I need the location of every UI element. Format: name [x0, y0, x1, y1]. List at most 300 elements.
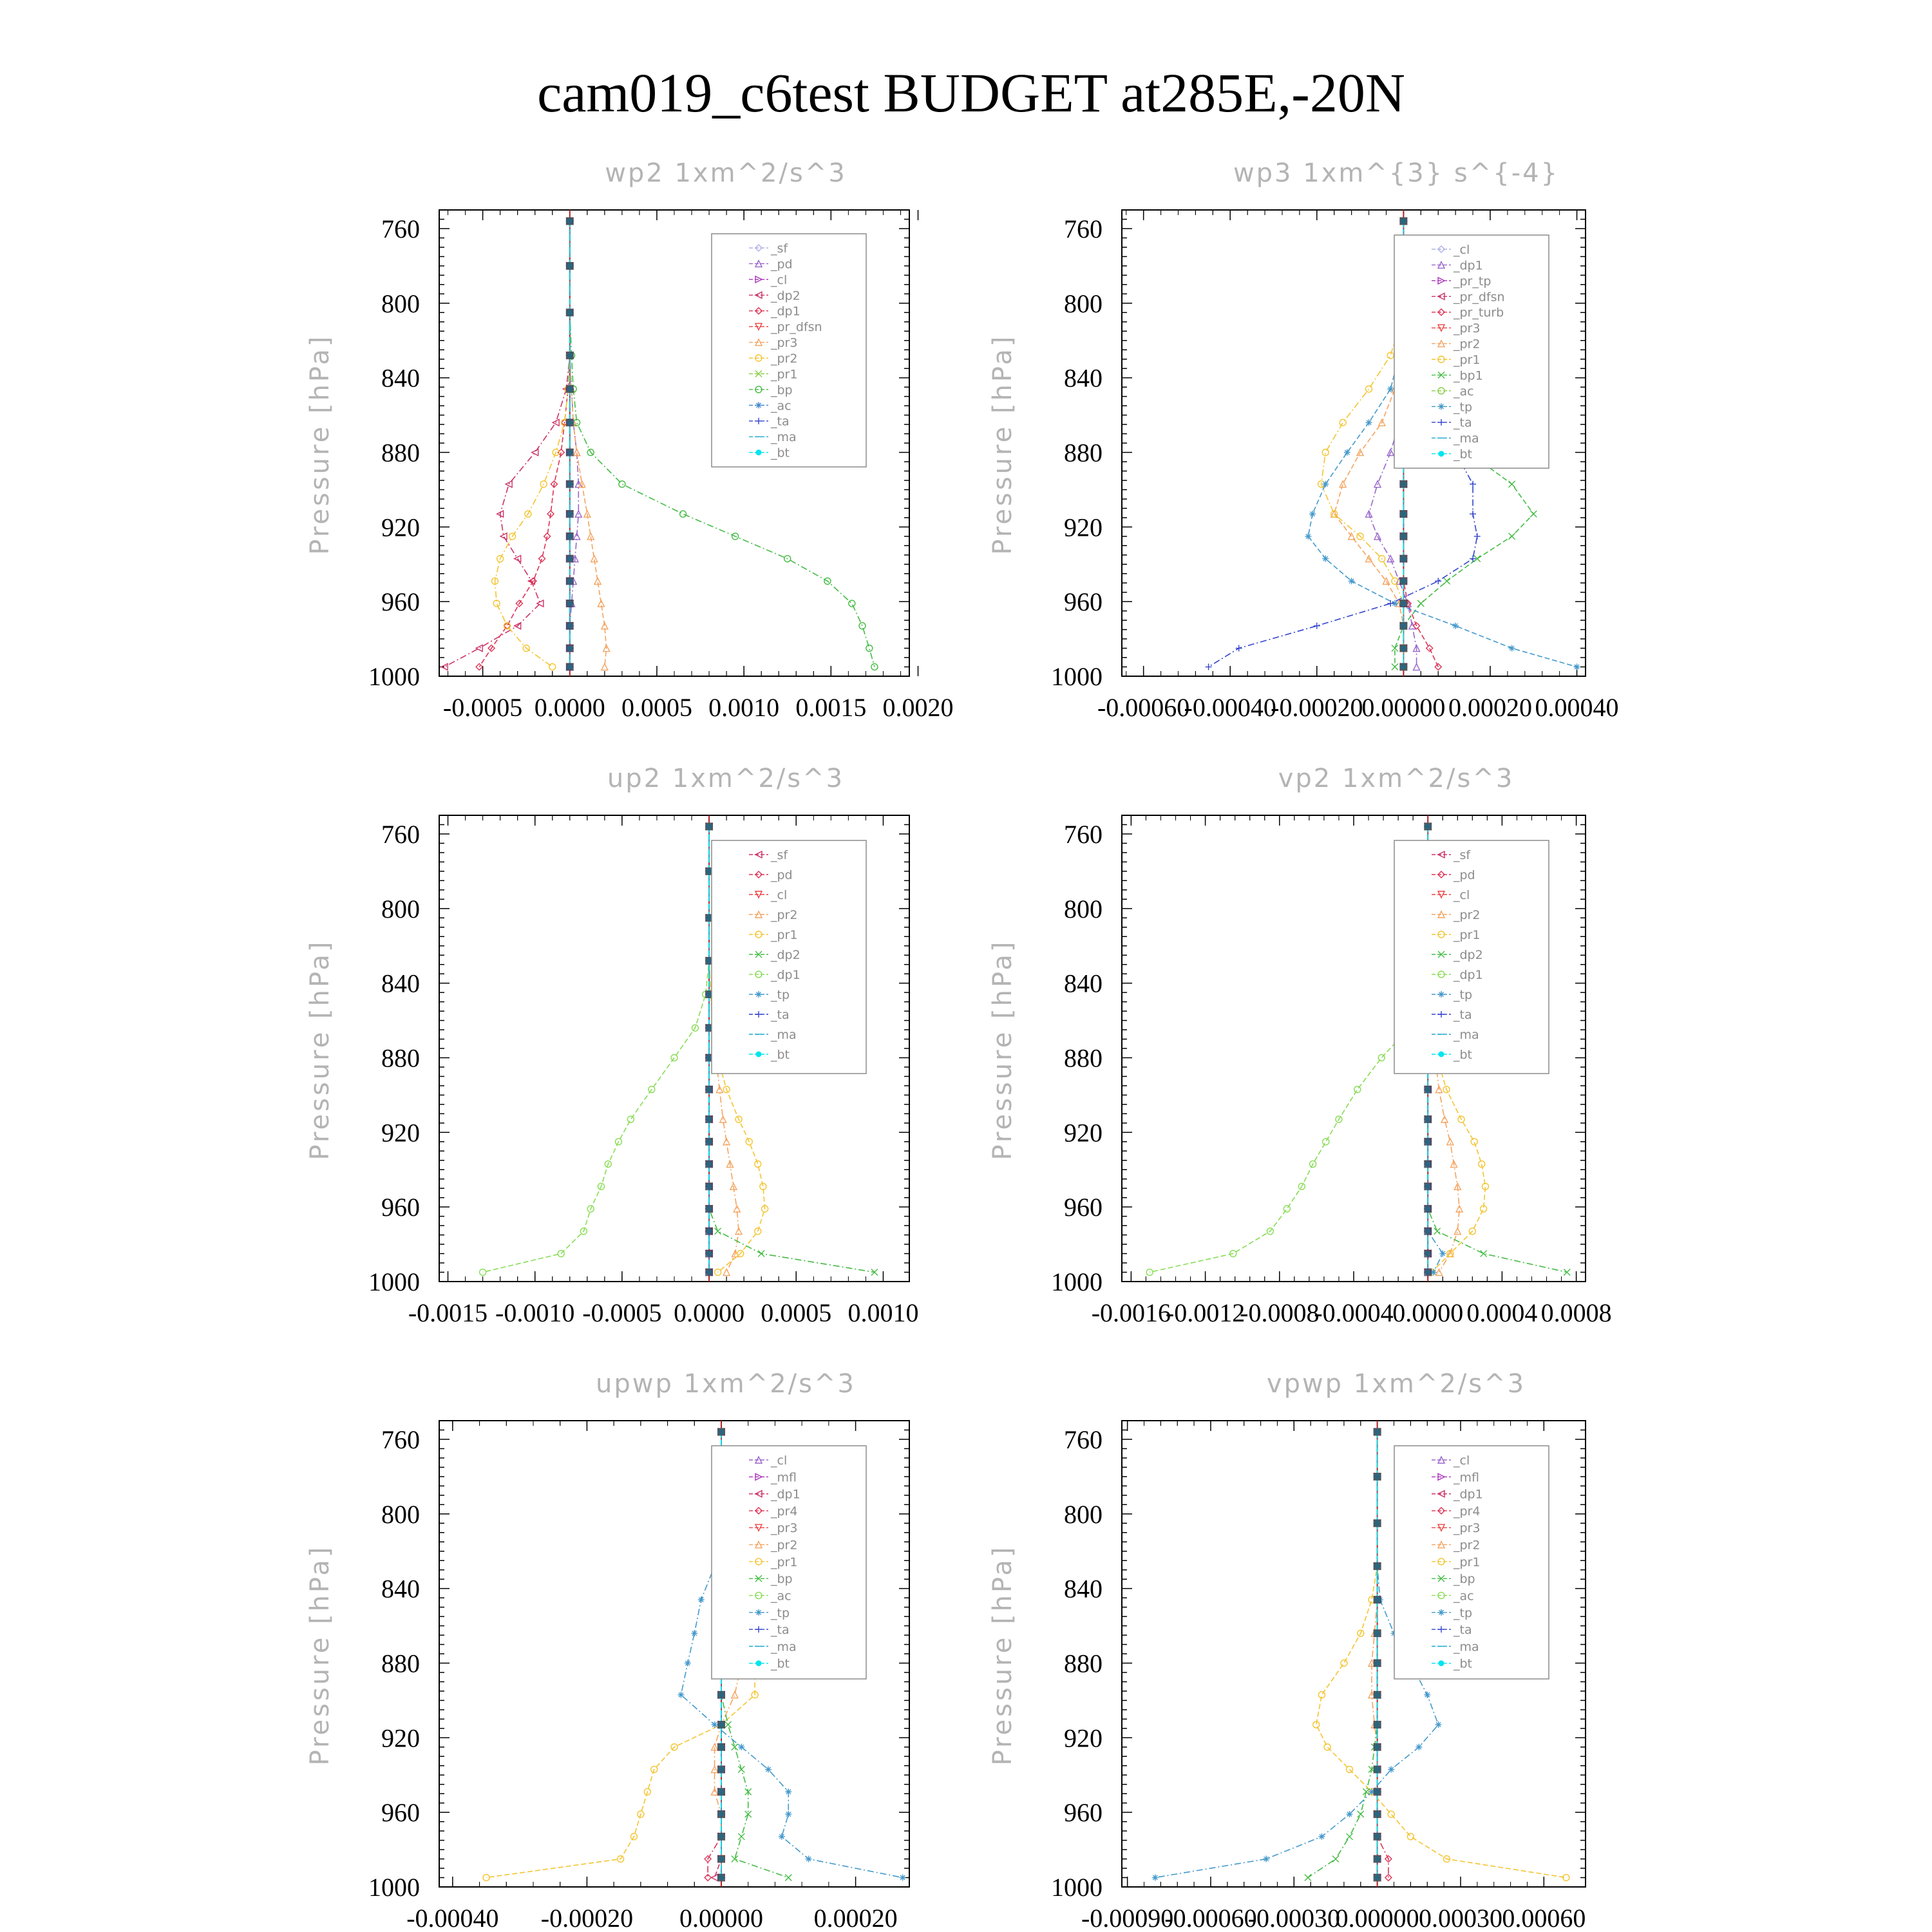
y-tick-label: 1000 — [1051, 1267, 1103, 1296]
y-tick-label: 1000 — [1051, 1873, 1103, 1902]
legend-label: _bp — [771, 383, 793, 397]
data-point — [1340, 481, 1346, 488]
center-marker — [1374, 1743, 1381, 1751]
center-marker — [1424, 1115, 1432, 1123]
data-point — [1426, 645, 1433, 652]
data-point — [1152, 1875, 1159, 1881]
legend-marker — [1438, 1609, 1444, 1616]
legend-label: _tp — [1454, 400, 1473, 415]
panel-title: up2 1xm^2/s^3 — [607, 764, 845, 793]
center-marker — [1374, 1874, 1381, 1882]
data-point — [1344, 449, 1350, 455]
center-marker — [566, 645, 574, 652]
legend-label: _dp2 — [771, 948, 800, 962]
y-tick-label: 960 — [1064, 1193, 1103, 1222]
data-point — [1322, 556, 1329, 562]
data-point — [677, 1692, 684, 1698]
legend-label: _tp — [1454, 1605, 1473, 1620]
legend-label: _cl — [1454, 1454, 1470, 1468]
data-point — [1470, 511, 1476, 517]
y-tick-label: 800 — [1064, 1499, 1103, 1529]
data-point — [732, 1744, 738, 1750]
legend-label: _bp — [771, 1572, 793, 1587]
data-point — [1347, 1811, 1353, 1817]
data-point — [732, 1692, 738, 1698]
y-axis-label: Pressure [hPa] — [988, 1544, 1018, 1766]
data-point — [1347, 1833, 1353, 1840]
legend-label: _bt — [771, 1048, 790, 1062]
data-point — [1332, 1856, 1339, 1862]
data-point — [1354, 1086, 1361, 1093]
y-tick-label: 960 — [381, 1193, 420, 1222]
x-tick-label: -0.00060 — [1097, 693, 1190, 722]
series-line — [495, 221, 570, 667]
center-marker — [705, 1160, 713, 1168]
data-point — [712, 1875, 718, 1881]
center-marker — [1374, 1659, 1381, 1667]
y-tick-label: 880 — [1064, 438, 1103, 468]
legend-label: _ma — [1454, 1028, 1479, 1042]
legend-label: _bt — [771, 446, 790, 460]
data-point — [1435, 1721, 1441, 1728]
data-point — [574, 533, 580, 540]
y-tick-label: 880 — [1064, 1043, 1103, 1073]
data-point — [504, 623, 510, 629]
center-marker — [717, 1874, 725, 1882]
x-tick-label: 0.0020 — [882, 693, 954, 722]
x-tick-label: 0.00030 — [1418, 1904, 1502, 1932]
center-marker — [1424, 1160, 1432, 1168]
y-axis-label: Pressure [hPa] — [988, 334, 1018, 555]
data-point — [1324, 1744, 1331, 1750]
data-point — [1435, 578, 1441, 584]
center-marker — [705, 1115, 713, 1123]
y-tick-label: 920 — [381, 1723, 420, 1753]
legend — [712, 840, 866, 1074]
center-marker — [1399, 622, 1407, 630]
data-point — [1366, 419, 1372, 426]
x-tick-label: -0.00030 — [1247, 1904, 1340, 1932]
legend-label: _pr_dfsn — [771, 320, 822, 335]
data-point — [476, 645, 482, 652]
legend-label: _pr2 — [771, 352, 798, 366]
x-tick-label: -0.0010 — [495, 1298, 575, 1327]
y-tick-label: 920 — [1064, 1118, 1103, 1148]
y-tick-label: 840 — [381, 363, 420, 393]
series-pr2 — [492, 218, 573, 670]
y-tick-label: 1000 — [368, 662, 420, 691]
data-point — [806, 1856, 812, 1862]
center-marker — [1424, 1182, 1432, 1190]
center-marker — [1399, 577, 1407, 585]
center-marker — [717, 1788, 725, 1795]
panel-title: vpwp 1xm^2/s^3 — [1266, 1369, 1526, 1399]
legend-label: _pd — [771, 257, 793, 272]
center-marker — [1374, 1596, 1381, 1604]
figure-title: cam019_c6test BUDGET at285E,-20N — [537, 62, 1405, 124]
center-marker — [566, 533, 574, 540]
legend-label: _bt — [1454, 1048, 1473, 1062]
data-point — [1434, 1228, 1441, 1235]
y-tick-label: 960 — [381, 587, 420, 617]
legend-label: _pr1 — [1454, 1555, 1481, 1569]
x-tick-label: -0.0008 — [1240, 1298, 1320, 1327]
data-point — [1452, 623, 1459, 629]
center-marker — [717, 1428, 725, 1435]
center-marker — [1374, 1473, 1381, 1481]
center-marker — [566, 308, 574, 316]
data-point — [1318, 1833, 1325, 1840]
legend-label: _dp2 — [1454, 948, 1483, 962]
center-marker — [1399, 533, 1407, 540]
data-point — [691, 1630, 697, 1636]
legend-label: _pr2 — [1454, 1538, 1481, 1553]
x-tick-label: -0.0015 — [408, 1298, 488, 1327]
x-tick-label: -0.0016 — [1091, 1298, 1171, 1327]
legend-label: _cl — [771, 272, 788, 287]
series-line — [1321, 221, 1404, 667]
y-axis-label: Pressure [hPa] — [305, 334, 335, 555]
series-line — [479, 221, 570, 667]
legend-label: _ta — [1454, 1008, 1472, 1022]
center-marker — [717, 1855, 725, 1863]
x-tick-label: 0.0000 — [674, 1298, 745, 1327]
data-point — [738, 1744, 744, 1750]
y-tick-label: 880 — [381, 1649, 420, 1678]
center-marker — [1399, 510, 1407, 518]
y-tick-label: 800 — [1064, 289, 1103, 318]
legend-label: _cl — [771, 1454, 788, 1468]
data-point — [785, 1788, 791, 1795]
legend — [712, 1446, 866, 1679]
legend — [712, 234, 866, 467]
data-point — [1417, 600, 1424, 607]
legend — [1394, 840, 1549, 1074]
legend-label: _mfl — [1454, 1470, 1479, 1485]
center-marker — [1374, 1721, 1381, 1728]
panel-6 — [988, 1369, 1586, 1932]
y-tick-label: 1000 — [368, 1873, 420, 1902]
center-marker — [1424, 1269, 1432, 1276]
data-point — [1444, 578, 1450, 584]
center-marker — [1424, 1227, 1432, 1235]
y-axis-label: Pressure [hPa] — [305, 939, 335, 1160]
center-marker — [1374, 1788, 1381, 1795]
y-tick-label: 840 — [1064, 363, 1103, 393]
center-marker — [1399, 480, 1407, 488]
data-point — [1358, 1811, 1364, 1817]
legend-label: _dp1 — [771, 304, 800, 319]
legend-label: _ma — [1454, 1640, 1479, 1654]
data-point — [601, 623, 608, 629]
legend-label: _tp — [1454, 988, 1473, 1002]
legend — [1394, 235, 1549, 468]
data-point — [1509, 645, 1515, 652]
data-point — [1305, 1875, 1311, 1881]
legend-marker — [755, 402, 762, 408]
legend-label: _pr2 — [771, 908, 798, 922]
legend-label: _ma — [771, 430, 797, 445]
center-marker — [566, 663, 574, 671]
data-point — [1206, 664, 1212, 670]
center-marker — [1424, 1138, 1432, 1146]
y-tick-label: 960 — [381, 1798, 420, 1828]
data-point — [549, 664, 556, 670]
center-marker — [1374, 1810, 1381, 1818]
x-tick-label: -0.00040 — [406, 1904, 499, 1932]
x-tick-label: -0.00060 — [1164, 1904, 1257, 1932]
legend-label: _ac — [1454, 384, 1474, 399]
data-point — [1416, 1744, 1422, 1750]
legend-label: _bt — [1454, 447, 1473, 462]
legend-label: _cl — [1454, 888, 1470, 902]
y-tick-label: 840 — [381, 969, 420, 998]
panel-2 — [988, 158, 1619, 722]
legend-label: _pr_turb — [1454, 305, 1504, 320]
y-tick-label: 800 — [381, 289, 420, 318]
data-point — [1474, 533, 1481, 540]
legend-label: _ta — [771, 1008, 790, 1022]
legend-label: _ma — [771, 1028, 797, 1042]
legend-label: _pr4 — [771, 1504, 798, 1519]
legend-label: _pr2 — [771, 1538, 798, 1553]
x-tick-label: 0.0000 — [1392, 1298, 1464, 1327]
y-tick-label: 1000 — [1051, 662, 1103, 691]
x-tick-label: 0.0004 — [1466, 1298, 1538, 1327]
y-tick-label: 760 — [1064, 1425, 1103, 1454]
data-point — [738, 1833, 744, 1840]
legend-label: _dp1 — [771, 968, 800, 982]
center-marker — [566, 385, 574, 393]
legend-label: _ta — [771, 414, 790, 429]
data-point — [1309, 511, 1316, 517]
y-tick-label: 880 — [1064, 1649, 1103, 1678]
center-marker — [566, 480, 574, 488]
data-point — [1385, 1875, 1392, 1881]
y-tick-label: 760 — [1064, 214, 1103, 243]
x-tick-label: 0.0000 — [534, 693, 605, 722]
data-point — [1322, 481, 1329, 488]
data-point — [532, 449, 538, 455]
data-point — [1387, 386, 1394, 392]
x-tick-label: 0.00020 — [1448, 693, 1532, 722]
center-marker — [566, 555, 574, 563]
legend-label: _ac — [771, 399, 791, 413]
y-tick-label: 760 — [381, 1425, 420, 1454]
center-marker — [1399, 555, 1407, 563]
data-point — [441, 664, 448, 670]
x-tick-label: -0.0012 — [1165, 1298, 1245, 1327]
data-point — [1424, 1692, 1430, 1698]
panel-1 — [305, 158, 954, 722]
y-tick-label: 760 — [1064, 819, 1103, 849]
legend-marker — [1438, 991, 1444, 998]
legend-label: _dp1 — [771, 1487, 800, 1502]
data-point — [1530, 511, 1537, 517]
legend-label: _tp — [771, 988, 790, 1002]
center-marker — [705, 1227, 713, 1235]
data-point — [1305, 533, 1311, 540]
center-marker — [717, 1721, 725, 1728]
data-point — [859, 623, 866, 629]
legend-label: _dp2 — [771, 289, 800, 303]
legend-marker — [756, 1660, 762, 1666]
data-point — [1341, 1660, 1347, 1666]
center-marker — [566, 448, 574, 456]
center-marker — [1374, 1562, 1381, 1570]
legend-label: _cl — [771, 888, 788, 902]
x-tick-label: 0.00000 — [1361, 693, 1446, 722]
data-point — [1322, 449, 1329, 455]
center-marker — [1399, 645, 1407, 652]
legend-label: _ac — [771, 1589, 791, 1604]
series-dp1 — [480, 823, 712, 1275]
data-point — [1283, 1206, 1290, 1212]
data-point — [849, 600, 855, 607]
center-marker — [1399, 600, 1407, 607]
center-marker — [566, 577, 574, 585]
data-point — [715, 1228, 721, 1235]
data-point — [1387, 352, 1394, 359]
data-point — [738, 1766, 744, 1773]
legend-label: _pr2 — [1454, 908, 1481, 922]
panel-title: wp2 1xm^2/s^3 — [605, 158, 847, 188]
y-tick-label: 960 — [1064, 587, 1103, 617]
legend-marker — [755, 991, 762, 998]
legend-label: _bp — [1454, 1572, 1475, 1587]
legend-label: _ta — [771, 1623, 790, 1638]
panel-3 — [305, 764, 918, 1327]
legend-label: _dp1 — [1454, 258, 1483, 273]
center-marker — [566, 352, 574, 359]
y-tick-label: 840 — [381, 1574, 420, 1604]
center-marker — [566, 622, 574, 630]
legend-label: _pr1 — [771, 928, 798, 942]
y-tick-label: 920 — [1064, 1723, 1103, 1753]
legend-label: _mfl — [771, 1470, 797, 1485]
center-marker — [566, 262, 574, 270]
y-tick-label: 760 — [381, 819, 420, 849]
x-tick-label: 0.00000 — [1335, 1904, 1419, 1932]
center-marker — [717, 1691, 725, 1699]
data-point — [1366, 386, 1372, 392]
data-point — [1509, 533, 1515, 540]
center-marker — [705, 1138, 713, 1146]
y-tick-label: 840 — [1064, 1574, 1103, 1604]
series-line — [483, 826, 709, 1272]
x-tick-label: 0.0010 — [848, 1298, 919, 1327]
center-marker — [1374, 1691, 1381, 1699]
data-point — [1574, 664, 1580, 670]
legend-label: _pd — [1454, 868, 1475, 882]
x-tick-label: -0.00040 — [1184, 693, 1276, 722]
x-tick-label: -0.00090 — [1081, 1904, 1174, 1932]
data-point — [1388, 1811, 1394, 1817]
center-marker — [705, 1269, 713, 1276]
data-point — [785, 1875, 791, 1881]
x-tick-label: 0.0010 — [708, 693, 780, 722]
panel-title: wp3 1xm^{3} s^{-4} — [1233, 158, 1560, 188]
legend-label: _pr1 — [771, 367, 798, 382]
data-point — [685, 1660, 691, 1666]
center-marker — [705, 822, 713, 830]
legend-label: _pr3 — [1454, 1521, 1481, 1536]
data-point — [680, 511, 687, 517]
panel-title: vp2 1xm^2/s^3 — [1278, 764, 1515, 793]
x-tick-label: -0.0005 — [442, 693, 523, 722]
x-tick-label: 0.0008 — [1540, 1298, 1612, 1327]
legend-marker — [1439, 451, 1444, 457]
series-bp — [1305, 1428, 1381, 1880]
x-tick-label: 0.00060 — [1502, 1904, 1586, 1932]
panel-title: upwp 1xm^2/s^3 — [596, 1369, 856, 1399]
data-point — [724, 1721, 731, 1728]
y-tick-label: 840 — [1064, 969, 1103, 998]
legend-marker — [1439, 1052, 1444, 1057]
legend-label: _pr3 — [771, 336, 798, 350]
data-point — [627, 1116, 634, 1122]
legend-label: _ma — [771, 1640, 797, 1654]
center-marker — [1374, 1766, 1381, 1774]
legend-label: _pr1 — [771, 1555, 798, 1569]
data-point — [779, 1833, 785, 1840]
center-marker — [1424, 1250, 1432, 1258]
data-point — [1314, 623, 1320, 629]
y-axis-label: Pressure [hPa] — [988, 939, 1018, 1160]
legend-label: _ma — [1454, 431, 1479, 446]
panels — [305, 158, 1619, 1932]
center-marker — [717, 1833, 725, 1841]
legend-label: _tp — [771, 1605, 790, 1620]
center-marker — [705, 1205, 713, 1213]
data-point — [734, 1206, 740, 1212]
data-point — [785, 1811, 791, 1817]
y-tick-label: 880 — [381, 438, 420, 468]
y-tick-label: 920 — [381, 513, 420, 542]
center-marker — [1424, 1205, 1432, 1213]
data-point — [758, 1251, 764, 1257]
legend-label: _pr1 — [1454, 928, 1481, 942]
legend-label: _pr1 — [1454, 353, 1481, 367]
legend-marker — [1439, 1660, 1444, 1666]
center-marker — [566, 217, 574, 225]
x-tick-label: 0.00020 — [813, 1904, 898, 1932]
legend-label: _bp1 — [1454, 368, 1483, 383]
data-point — [1349, 578, 1355, 584]
legend-label: _dp1 — [1454, 968, 1483, 982]
legend-label: _cl — [1454, 243, 1470, 257]
series-dp1 — [1146, 823, 1431, 1275]
legend-label: _dp1 — [1454, 1487, 1483, 1502]
x-tick-label: 0.0005 — [761, 1298, 832, 1327]
data-point — [539, 556, 545, 562]
data-point — [1470, 481, 1476, 488]
series-line — [444, 221, 570, 667]
legend-marker — [1438, 403, 1444, 410]
legend-label: _ta — [1454, 415, 1472, 430]
data-point — [1236, 645, 1242, 652]
y-tick-label: 960 — [1064, 1798, 1103, 1828]
center-marker — [1399, 217, 1407, 225]
center-marker — [705, 1086, 713, 1094]
x-tick-label: 0.00000 — [679, 1904, 763, 1932]
y-axis-label: Pressure [hPa] — [305, 1544, 335, 1766]
y-tick-label: 880 — [381, 1043, 420, 1073]
legend-label: _sf — [1454, 848, 1471, 862]
center-marker — [1374, 1519, 1381, 1527]
center-marker — [1374, 1428, 1381, 1435]
y-tick-label: 800 — [1064, 894, 1103, 923]
